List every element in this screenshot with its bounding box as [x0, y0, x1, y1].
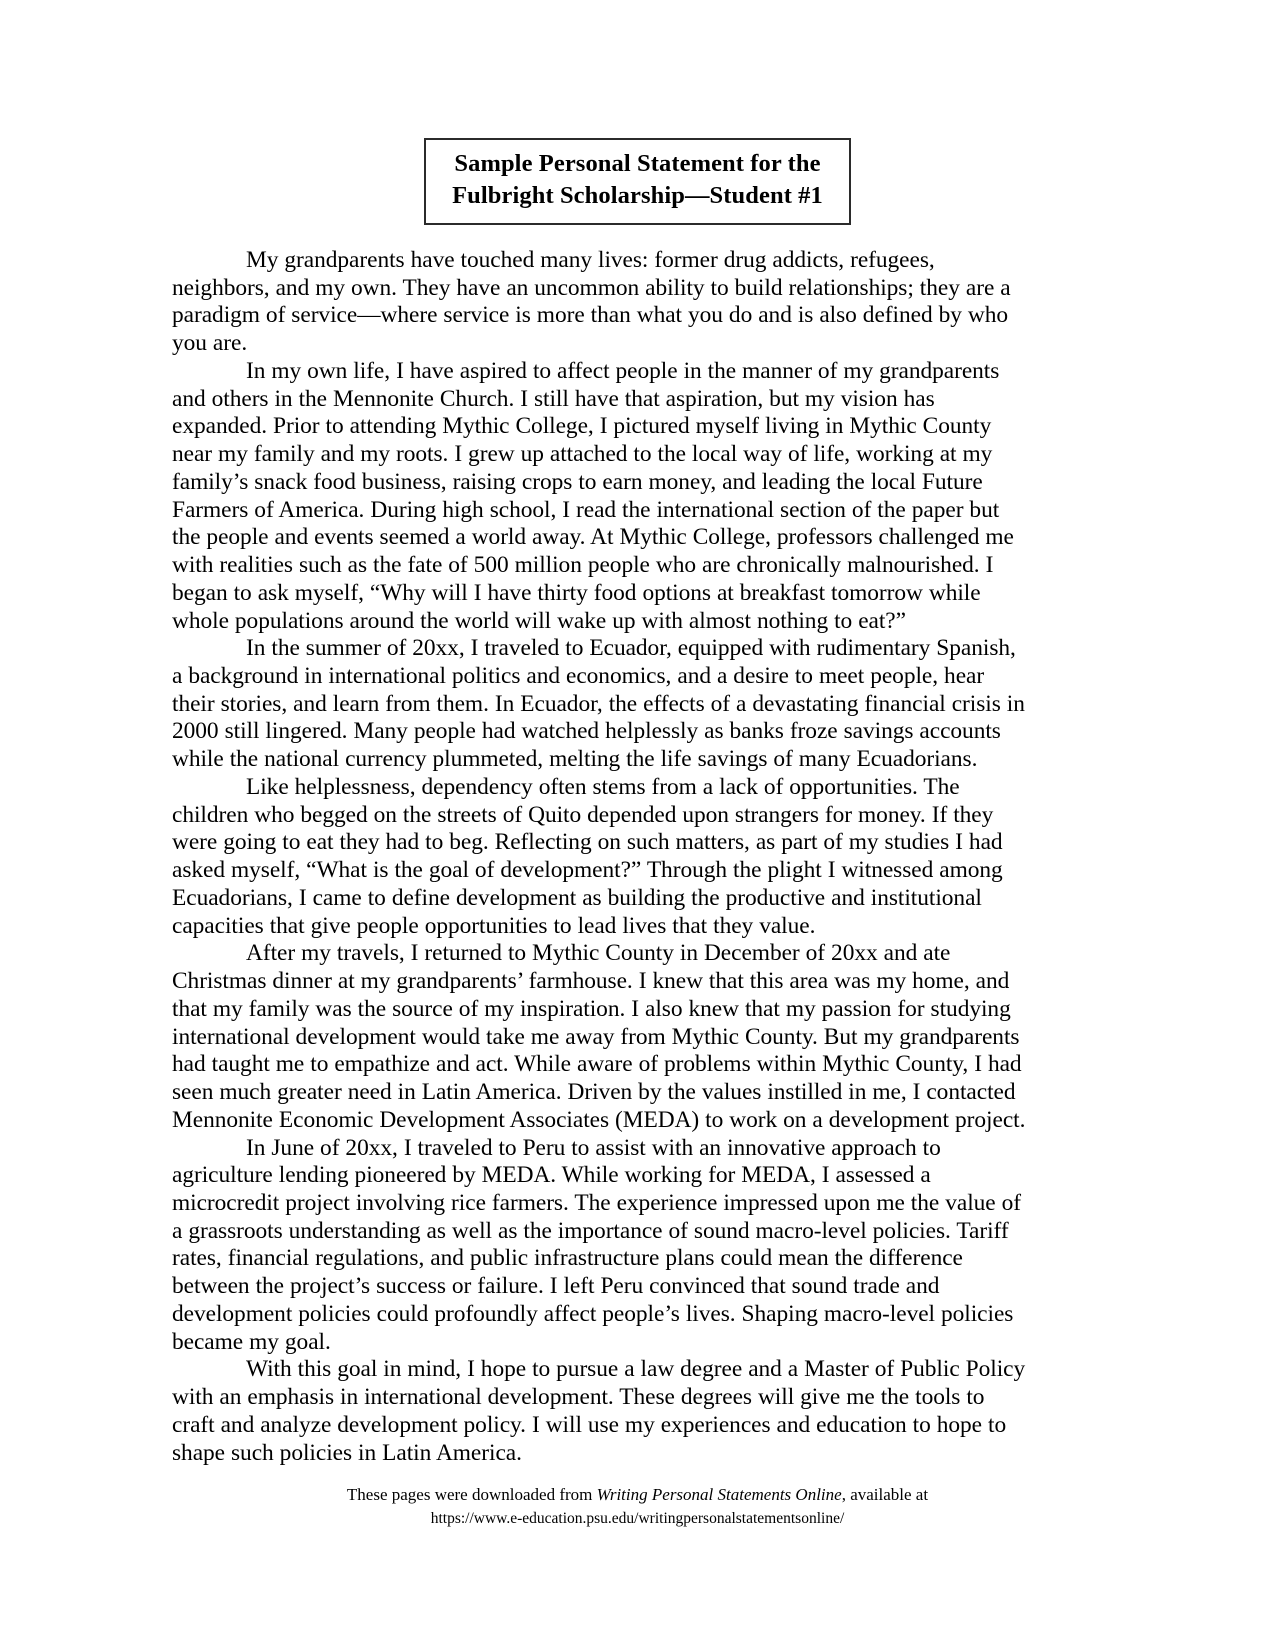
footer-attribution: [0, 1483, 1275, 1508]
essay-paragraph: With this goal in mind, I hope to pursue a law degree and a Master of Public Policy with an emphasis in international development. These degrees will give me the tools to craft and analyze development policy. I will use my experiences and education to hope to shape such policies in Latin America.: [172, 1356, 1026, 1466]
footer-prefix: These pages were downloaded from: [346, 1485, 597, 1504]
essay-paragraph: In the summer of 20xx, I traveled to Ecuador, equipped with rudimentary Spanish, a background in international politics and economics, and a desire to meet people, hear their stories, and learn from them. In Ecuador, the effects of a devastating financial crisis in 2000 still lingered. Many people had watched helplessly as banks froze savings accounts while the national currency plummeted, melting the life savings of many Ecuadorians.: [172, 635, 1025, 773]
essay-paragraph: Like helplessness, dependency often stems from a lack of opportunities. The children who begged on the streets of Quito depended upon strangers for money. If they were going to eat they had to beg. Reflecting on such matters, as part of my studies I had asked myself, “What is the goal of development?” Through the plight I witnessed among Ecuadorians, I came to define development as building the productive and institutional capacities that give people opportunities to lead lives that they value.: [172, 773, 1003, 939]
document-title-line-1: Sample Personal Statement for the: [454, 150, 821, 177]
page-footer: [0, 1483, 1275, 1530]
essay-paragraph: In June of 20xx, I traveled to Peru to assist with an innovative approach to agriculture lending pioneered by MEDA. While working for MEDA, I assessed a microcredit project involving rice farmers. The experience impressed upon me the value of a grassroots understanding as well as the importance of sound macro-level policies. Tariff rates, financial regulations, and public infrastructure plans could mean the difference between the project’s success or failure. I left Peru convinced that sound trade and development policies could profoundly affect people’s lives. Shaping macro-level policies became my goal.: [172, 1134, 1022, 1355]
essay-body: [172, 247, 1030, 1467]
essay-paragraph: My grandparents have touched many lives: former drug addicts, refugees, neighbors, and my own. They have an uncommon ability to build relationships; they are a paradigm of service—where service is more than what you do and is also defined by who you are.: [172, 247, 1011, 357]
footer-suffix: , available at: [841, 1485, 929, 1504]
title-box-wrapper: [0, 138, 1275, 225]
essay-paragraph: In my own life, I have aspired to affect people in the manner of my grandparents and others in the Mennonite Church. I still have that aspiration, but my vision has expanded. Prior to attending Mythic College, I pictured myself living in Mythic County near my family and my roots. I grew up attached to the local way of life, working at my family’s snack food business, raising crops to earn money, and leading the local Future Farmers of America. During high school, I read the international section of the paper but the people and events seemed a world away. At Mythic College, professors challenged me with realities such as the fate of 500 million people who are chronically malnourished. I began to ask myself, “Why will I have thirty food options at breakfast tomorrow while whole populations around the world will wake up with almost nothing to eat?”: [172, 357, 1014, 634]
essay-paragraph: After my travels, I returned to Mythic County in December of 20xx and ate Christmas dinner at my grandparents’ farmhouse. I knew that this area was my home, and that my family was the source of my inspiration. I also knew that my passion for studying international development would take me away from Mythic County. But my grandparents had taught me to empathize and act. While aware of problems within Mythic County, I had seen much greater need in Latin America. Driven by the values instilled in me, I contacted Mennonite Economic Development Associates (MEDA) to work on a development project.: [172, 940, 1026, 1133]
footer-url: https://www.e-education.psu.edu/writingpersonalstatementsonline/: [430, 1509, 845, 1527]
document-title-line-2: Fulbright Scholarship—Student #1: [452, 182, 823, 210]
document-title-box: [424, 138, 851, 225]
footer-source-title: Writing Personal Statements Online: [596, 1485, 842, 1504]
